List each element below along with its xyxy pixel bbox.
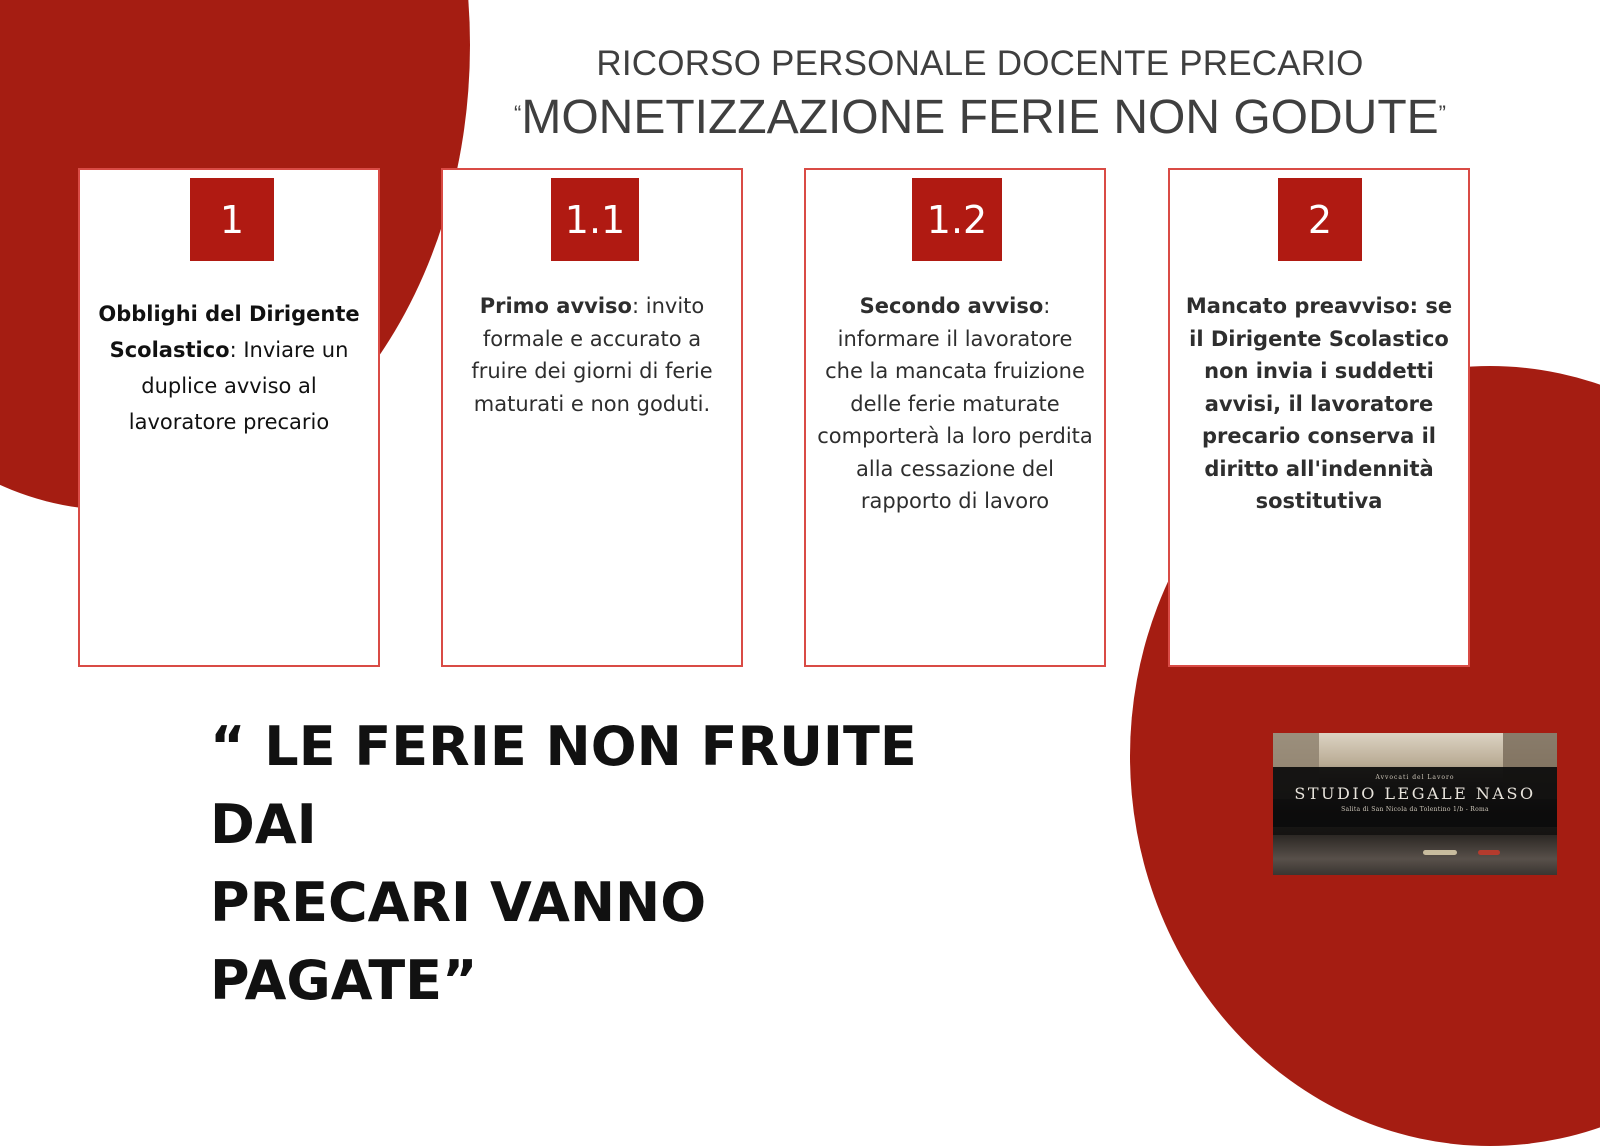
header-title [480, 86, 1480, 146]
header-subtitle: RICORSO PERSONALE DOCENTE PRECARIO [596, 44, 1364, 83]
logo-bus-light [1478, 850, 1500, 855]
step-number-badge: 1.2 [912, 178, 1002, 261]
studio-logo [1273, 733, 1557, 875]
closing-quote-line-2: PRECARI VANNO PAGATE” [210, 871, 707, 1012]
step-separator: : [229, 338, 244, 362]
closing-quote-line-1: “ LE FERIE NON FRUITE DAI [210, 715, 917, 856]
step-heading: Primo avviso [479, 294, 632, 318]
step-card-2 [1168, 168, 1470, 667]
step-number-badge: 1 [190, 178, 274, 261]
step-card-1 [78, 168, 380, 667]
title-text: MONETIZZAZIONE FERIE NON GODUTE [521, 91, 1439, 144]
logo-tagline: Avvocati del Lavoro [1375, 774, 1455, 781]
step-heading: Obblighi del Dirigente Scolastico [98, 302, 360, 362]
step-separator: : [631, 294, 646, 318]
slide-header [480, 42, 1480, 146]
logo-plate [1273, 767, 1557, 827]
title-close-quote: ” [1438, 101, 1446, 126]
step-description [816, 290, 1094, 518]
logo-car-light [1423, 850, 1457, 855]
step-description [1180, 290, 1458, 518]
step-text: Inviare un duplice avviso al lavoratore precario [128, 338, 349, 434]
step-heading: Mancato preavviso: se il Dirigente Scolastico non invia i suddetti avvisi, il lavoratore precario conserva il diritto all'indennità sostitutiva [1185, 294, 1453, 513]
step-number-badge: 2 [1278, 178, 1362, 261]
step-number-badge: 1.1 [551, 178, 639, 261]
title-open-quote: “ [514, 101, 522, 126]
step-separator: : [1043, 294, 1051, 318]
logo-street [1273, 835, 1557, 875]
step-description [90, 296, 368, 440]
logo-address: Salita di San Nicola da Tolentino 1/b - Roma [1341, 806, 1489, 813]
step-heading: Secondo avviso [859, 294, 1044, 318]
closing-quote [210, 708, 990, 1020]
step-card-1-1 [441, 168, 743, 667]
step-text: invito formale e accurato a fruire dei giorni di ferie maturati e non goduti. [471, 294, 713, 416]
step-description [453, 290, 731, 420]
logo-name: STUDIO LEGALE NASO [1294, 784, 1536, 803]
step-card-1-2 [804, 168, 1106, 667]
step-text: informare il lavoratore che la mancata fruizione delle ferie maturate comporterà la loro perdita alla cessazione del rapporto di lavoro [817, 326, 1093, 513]
